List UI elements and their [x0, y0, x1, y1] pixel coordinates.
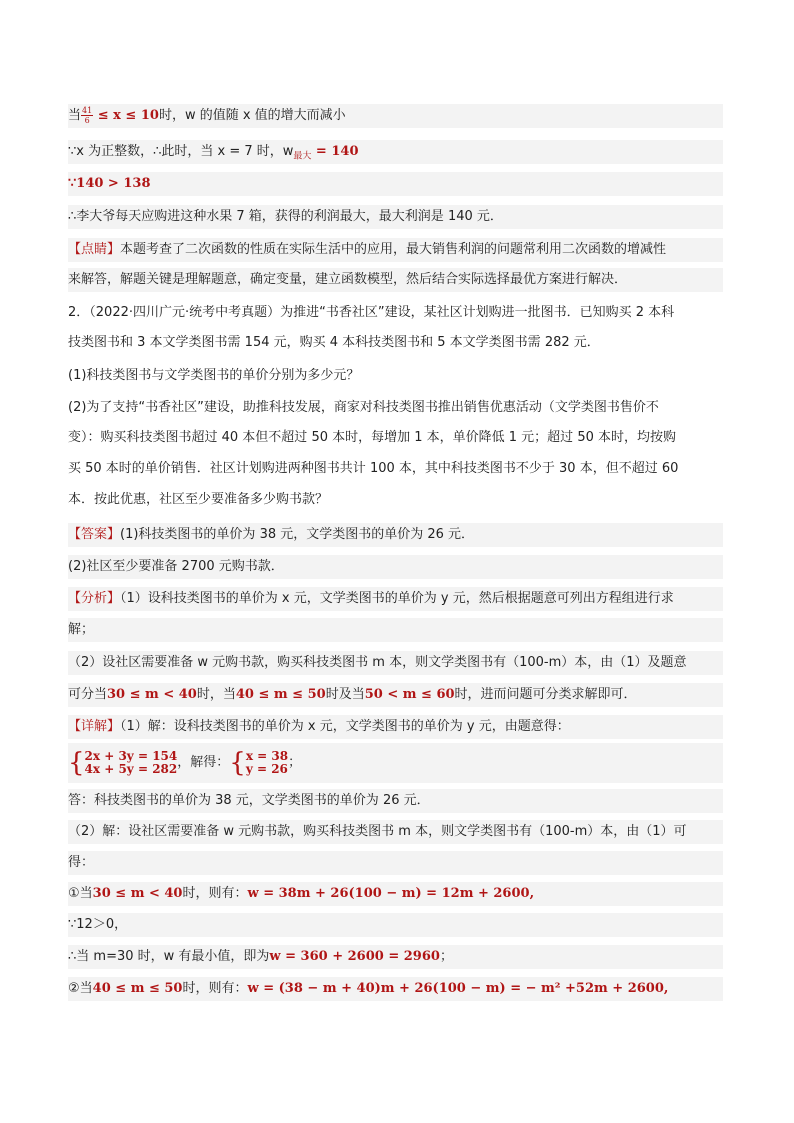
line-6	[68, 268, 723, 292]
line-16	[68, 587, 723, 611]
line-2	[68, 140, 723, 164]
text: 可分当	[68, 687, 108, 702]
math-range: 40 ≤ m ≤ 50	[235, 687, 326, 702]
line-27	[68, 945, 723, 969]
text: 时，则有：	[182, 886, 248, 901]
text: 本题考查了二次函数的性质在实际生活中的应用，最大销售利润的问题常利用二次函数的增减性	[120, 242, 667, 257]
text: (1)科技类图书的单价为 38 元，文学类图书的单价为 26 元．	[120, 527, 475, 542]
solution-1: x = 38	[245, 748, 289, 763]
fraction-numerator: 41	[82, 106, 93, 115]
text: ，解得：	[177, 755, 230, 770]
text: ；	[439, 949, 453, 964]
text: (2)为了支持“书香社区”建设，助推科技发展，商家对科技类图书推出销售优惠活动（文学类图书售价不	[68, 400, 659, 415]
math-expression: w = 360 + 2600 = 2960	[269, 949, 440, 964]
equation-system	[85, 750, 178, 776]
line-26	[68, 913, 723, 937]
math-expression: w = 38m + 26(100 − m) = 12m + 2600,	[247, 886, 535, 901]
text: 买 50 本时的单价销售．社区计划购进两种图书共计 100 本，其中科技类图书不少于 30 本，但不超过 60	[68, 461, 679, 476]
math-range: 30 ≤ m < 40	[92, 886, 183, 901]
text: 解；	[68, 622, 95, 637]
math-range: 30 ≤ m < 40	[107, 687, 197, 702]
line-18	[68, 651, 723, 675]
section-tag-analysis: 【分析】	[68, 591, 121, 606]
text: ∴当 m=30 时，w 有最小值，即为	[68, 949, 270, 964]
line-17	[68, 618, 723, 642]
text: （2）设社区需要准备 w 元购书款，购买科技类图书 m 本，则文学类图书有（100-m）本，由（1）及题意	[68, 655, 687, 670]
text: 时，进而问题可分类求解即可．	[454, 687, 637, 702]
solution-2: y = 26	[245, 761, 288, 776]
text: 时，则有：	[182, 981, 248, 996]
text: 时及当	[325, 687, 365, 702]
section-tag-detail: 【详解】	[68, 719, 121, 734]
text: （1）解：设科技类图书的单价为 x 元，文学类图书的单价为 y 元，由题意得：	[120, 719, 570, 734]
math-range: 50 < m ≤ 60	[364, 687, 455, 702]
solution-system	[246, 750, 288, 776]
text: (1)科技类图书与文学类图书的单价分别为多少元？	[68, 368, 360, 383]
text: （2）解：设社区需要准备 w 元购书款，购买科技类图书 m 本，则文学类图书有（100-m）本，由（1）可	[68, 824, 687, 839]
text: ∵12＞0，	[68, 917, 128, 932]
text: (2)社区至少要准备 2700 元购书款．	[68, 559, 284, 574]
equation-1: 2x + 3y = 154	[84, 748, 178, 763]
text: 来解答，解题关键是理解题意，确定变量，建立函数模型，然后结合实际选择最优方案进行解决．	[68, 272, 628, 287]
text: 本．按此优惠，社区至少要准备多少购书款？	[68, 492, 329, 507]
line-20	[68, 715, 723, 739]
line-28	[68, 977, 723, 1001]
line-10	[68, 396, 723, 420]
line-9	[68, 364, 723, 388]
line-15	[68, 555, 723, 579]
section-tag-answer: 【答案】	[68, 527, 121, 542]
text: 得：	[68, 855, 95, 870]
line-24	[68, 851, 723, 875]
section-tag-comment: 【点睛】	[68, 242, 121, 257]
text: （1）设科技类图书的单价为 x 元，文学类图书的单价为 y 元，然后根据题意可列出方程组进行求	[120, 591, 674, 606]
text: ②当	[68, 981, 93, 996]
text: 变）：购买科技类图书超过 40 本但不超过 50 本时，每增加 1 本，单价降低 1 元；超过 50 本时，均按购	[68, 430, 676, 445]
line-13	[68, 488, 723, 512]
line-1	[68, 104, 723, 128]
math-range: 40 ≤ m ≤ 50	[92, 981, 183, 996]
line-5	[68, 238, 723, 262]
math-expression: w = (38 − m + 40)m + 26(100 − m) = − m² +52m + 2600,	[247, 981, 669, 996]
left-brace: {	[68, 747, 85, 778]
equation-2: 4x + 5y = 282	[84, 761, 178, 776]
question-title: 2．（2022·四川广元·统考中考真题）为推进“书香社区”建设，某社区计划购进一批图书．已知购买 2 本科	[68, 305, 675, 320]
line-21-equation-system	[68, 743, 723, 783]
line-25	[68, 882, 723, 906]
text: 答：科技类图书的单价为 38 元，文学类图书的单价为 26 元．	[68, 793, 430, 808]
fraction	[81, 106, 93, 125]
math-comparison: ∵140 > 138	[68, 176, 151, 191]
left-brace: {	[229, 747, 246, 778]
math-value: = 140	[311, 144, 359, 159]
subscript: 最大	[293, 151, 312, 162]
text: ①当	[68, 886, 93, 901]
line-8	[68, 331, 723, 355]
text: 时，当	[196, 687, 236, 702]
text: 时，w 的值随 x 值的增大而减小	[158, 108, 346, 123]
line-19	[68, 683, 723, 707]
line-12	[68, 457, 723, 481]
line-3	[68, 172, 723, 196]
text: 当	[68, 108, 82, 123]
text: ；	[288, 755, 302, 770]
text: 技类图书和 3 本文学类图书需 154 元，购买 4 本科技类图书和 5 本文学类图书需 282 元．	[68, 335, 600, 350]
fraction-denominator: 6	[84, 116, 90, 125]
line-11	[68, 426, 723, 450]
text: ∴李大爷每天应购进这种水果 7 箱，获得的利润最大，最大利润是 140 元．	[68, 209, 503, 224]
text: ∵x 为正整数，∴此时，当 x = 7 时，w	[68, 144, 294, 159]
line-22	[68, 789, 723, 813]
math-inequality: ≤ x ≤ 10	[93, 108, 159, 123]
line-7	[68, 301, 723, 325]
line-4	[68, 205, 723, 229]
line-23	[68, 820, 723, 844]
line-14	[68, 523, 723, 547]
